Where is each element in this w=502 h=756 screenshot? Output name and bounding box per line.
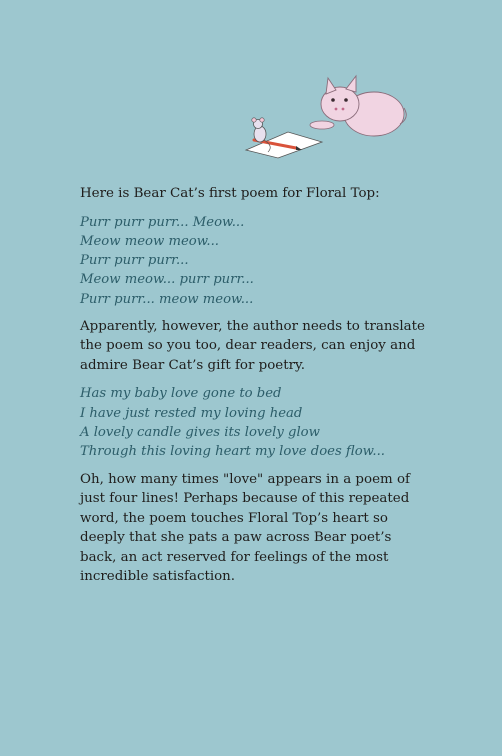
poem-line: Meow meow... purr purr... — [80, 272, 254, 288]
poem-line: Through this loving heart my love does flow... — [80, 444, 385, 460]
poem-line: Purr purr... meow meow... — [80, 291, 254, 307]
poem-line: Meow meow meow... — [80, 233, 220, 249]
poem-line: Purr purr purr... — [80, 253, 189, 269]
poem-line: Purr purr purr... Meow... — [80, 214, 245, 230]
page-content — [80, 184, 425, 596]
poem-line: I have just rested my loving head — [80, 405, 303, 421]
intro-text: Here is Bear Cat’s first poem for Floral Top: — [80, 186, 380, 201]
cat-and-mouse-illustration — [236, 72, 408, 162]
paragraph-love-count: Oh, how many times "love" appears in a poem of just four lines! Perhaps because of this repeated word, the poem touches Floral Top’s heart so deeply that she pats a paw across Bear poet’s back, an act reserved for feelings of the most incredible satisfaction. — [80, 471, 410, 585]
poem-line: A lovely candle gives its lovely glow — [80, 425, 320, 441]
cat-poem — [80, 213, 425, 309]
translated-poem — [80, 384, 425, 461]
cat-writing-icon — [236, 72, 408, 162]
paragraph-translation-note: Apparently, however, the author needs to translate the poem so you too, dear readers, can enjoy and admire Bear Cat’s gift for poetry. — [80, 318, 425, 373]
cat-icon — [310, 76, 406, 136]
poem-line: Has my baby love gone to bed — [80, 386, 282, 402]
